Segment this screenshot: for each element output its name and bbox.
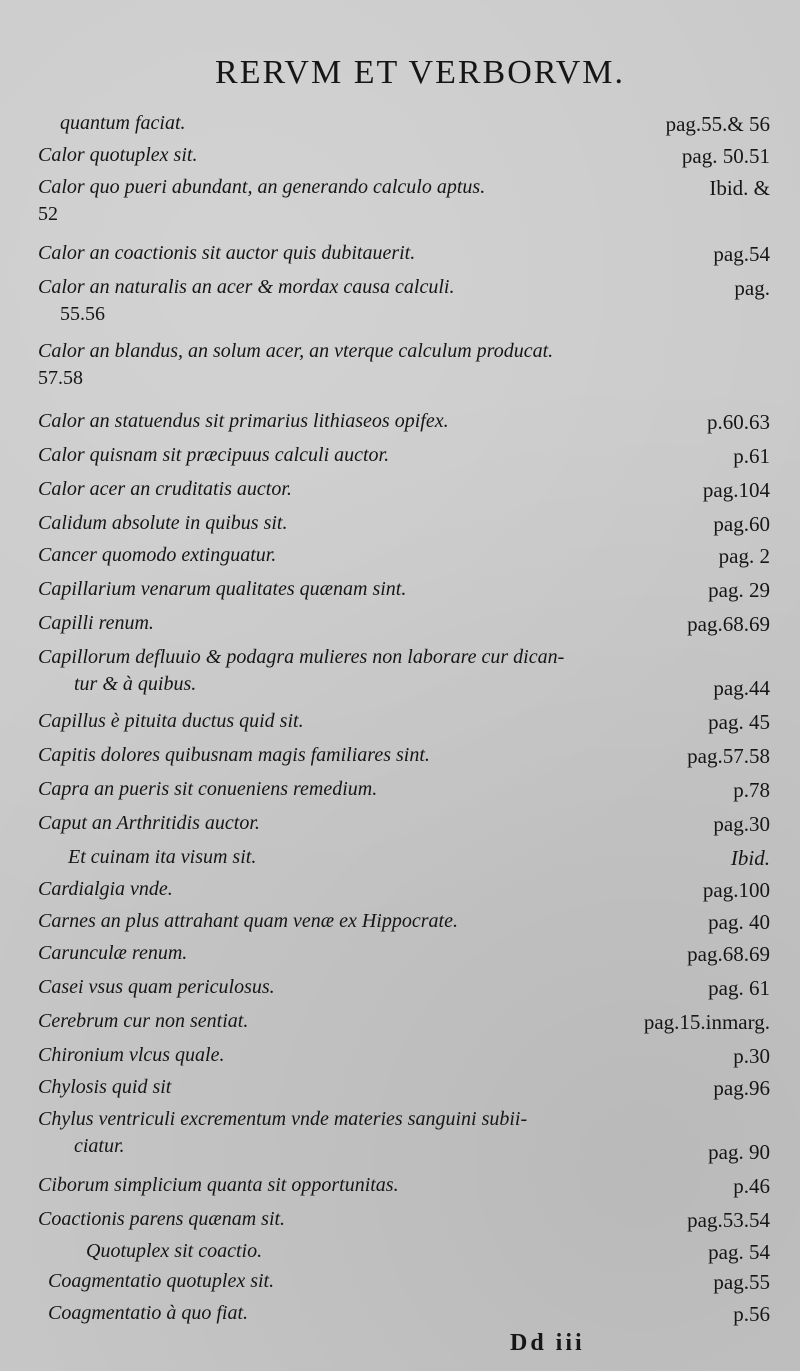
entry-text: Capra an pueris sit conueniens remedium. bbox=[38, 778, 378, 800]
entry-continuation: ciatur. bbox=[74, 1135, 125, 1157]
entry-page: pag. 50.51 bbox=[681, 144, 770, 168]
entry-page: pag.55 bbox=[713, 1270, 770, 1294]
entry-text: Calor quo pueri abundant, an generando calculo aptus. bbox=[38, 176, 486, 198]
entry-page: pag. 61 bbox=[708, 976, 770, 1000]
index-entry bbox=[38, 444, 770, 480]
index-entry bbox=[38, 478, 770, 514]
entry-text: Carnes an plus attrahant quam venæ ex Hippocrate. bbox=[38, 910, 458, 932]
index-entry bbox=[38, 1076, 770, 1112]
index-entry bbox=[38, 1270, 770, 1306]
entry-page: pag. 29 bbox=[708, 578, 770, 602]
entry-text: Capillus è pituita ductus quid sit. bbox=[38, 710, 304, 732]
entry-page: pag. bbox=[734, 276, 770, 300]
entry-page: p.61 bbox=[733, 444, 770, 468]
entry-text: Coagmentatio à quo fiat. bbox=[48, 1302, 248, 1324]
entry-text: Cardialgia vnde. bbox=[38, 878, 173, 900]
entry-text: Coagmentatio quotuplex sit. bbox=[48, 1270, 275, 1292]
entry-text: Capillarium venarum qualitates quænam sint. bbox=[38, 578, 407, 600]
entry-page: pag.53.54 bbox=[687, 1208, 770, 1232]
entry-page: pag.96 bbox=[713, 1076, 770, 1100]
entry-text: Calor an blandus, an solum acer, an vterque calculum producat. bbox=[38, 340, 554, 362]
entry-page: pag.68.69 bbox=[687, 942, 770, 966]
index-entry bbox=[38, 744, 770, 780]
entry-page: pag. 40 bbox=[708, 910, 770, 934]
entry-continuation: 55.56 bbox=[60, 303, 105, 325]
entry-text: Chylus ventriculi excrementum vnde materies sanguini subii- bbox=[38, 1108, 528, 1130]
entry-page: Ibid. & bbox=[709, 176, 770, 200]
entry-text: Carunculæ renum. bbox=[38, 942, 188, 964]
index-entry bbox=[38, 710, 770, 746]
entry-text: Et cuinam ita visum sit. bbox=[68, 846, 257, 868]
index-entry bbox=[38, 1010, 770, 1046]
index-entry bbox=[38, 1208, 770, 1244]
entry-text: Calor an statuendus sit primarius lithiaseos opifex. bbox=[38, 410, 449, 432]
entry-page: p.30 bbox=[733, 1044, 770, 1068]
index-entry bbox=[38, 612, 770, 648]
entry-page: pag.54 bbox=[713, 242, 770, 266]
index-entry bbox=[38, 176, 770, 230]
entry-continuation: tur & à quibus. bbox=[74, 673, 197, 695]
entry-continuation: 57.58 bbox=[38, 367, 83, 389]
entry-text: Calor acer an cruditatis auctor. bbox=[38, 478, 292, 500]
entry-text: Quotuplex sit coactio. bbox=[86, 1240, 263, 1262]
entry-page: pag.57.58 bbox=[687, 744, 770, 768]
entry-page: pag. 54 bbox=[708, 1240, 770, 1264]
entry-page: Ibid. bbox=[730, 846, 770, 870]
index-entry bbox=[38, 1174, 770, 1210]
entry-page: p.56 bbox=[733, 1302, 770, 1326]
signature-mark: Dd iii bbox=[510, 1330, 585, 1356]
entry-page: pag.55.& 56 bbox=[665, 112, 770, 136]
index-entry bbox=[38, 846, 770, 882]
entry-text: Caput an Arthritidis auctor. bbox=[38, 812, 260, 834]
index-entry bbox=[38, 410, 770, 446]
entry-text: Chylosis quid sit bbox=[38, 1076, 172, 1098]
entry-text: Capitis dolores quibusnam magis familiares sint. bbox=[38, 744, 430, 766]
index-entry bbox=[38, 910, 770, 946]
entry-page: pag.60 bbox=[713, 512, 770, 536]
index-entry bbox=[38, 112, 770, 148]
entry-text: Casei vsus quam periculosus. bbox=[38, 976, 275, 998]
entry-page: pag.44 bbox=[713, 676, 770, 700]
entry-text: Calor quotuplex sit. bbox=[38, 144, 198, 166]
index-entry bbox=[38, 544, 770, 580]
entry-text: Calor an coactionis sit auctor quis dubitauerit. bbox=[38, 242, 416, 264]
index-entry bbox=[38, 1140, 770, 1176]
entry-continuation: 52 bbox=[38, 203, 58, 225]
entry-text: Ciborum simplicium quanta sit opportunitas. bbox=[38, 1174, 399, 1196]
entry-page: p.60.63 bbox=[707, 410, 770, 434]
running-header: RERVM ET VERBORVM. bbox=[215, 54, 625, 91]
entry-page: pag.15.inmarg. bbox=[643, 1010, 770, 1034]
entry-text: Calor an naturalis an acer & mordax causa calculi. bbox=[38, 276, 455, 298]
index-entry bbox=[38, 276, 770, 332]
index-entry bbox=[38, 812, 770, 848]
index-entry bbox=[38, 242, 770, 278]
entry-page: pag. 90 bbox=[708, 1140, 770, 1164]
entry-text: Cancer quomodo extinguatur. bbox=[38, 544, 277, 566]
entry-page: pag. 45 bbox=[708, 710, 770, 734]
index-entry bbox=[38, 1302, 770, 1338]
index-entry bbox=[38, 942, 770, 978]
entry-text: Cerebrum cur non sentiat. bbox=[38, 1010, 249, 1032]
index-entry bbox=[38, 340, 770, 394]
entry-text: Chironium vlcus quale. bbox=[38, 1044, 225, 1066]
entry-page: pag. 2 bbox=[718, 544, 770, 568]
entry-text: Capilli renum. bbox=[38, 612, 154, 634]
entry-page: pag.104 bbox=[702, 478, 770, 502]
entry-page: p.46 bbox=[733, 1174, 770, 1198]
entry-text: Capillorum defluuio & podagra mulieres non laborare cur dican- bbox=[38, 646, 565, 668]
entry-text: quantum faciat. bbox=[60, 112, 186, 134]
entry-text: Calor quisnam sit præcipuus calculi auctor. bbox=[38, 444, 390, 466]
index-entry bbox=[38, 778, 770, 814]
entry-page: p.78 bbox=[733, 778, 770, 802]
index-entry bbox=[38, 878, 770, 914]
index-entry bbox=[38, 1044, 770, 1080]
entry-page: pag.100 bbox=[702, 878, 770, 902]
index-entry bbox=[38, 512, 770, 548]
index-entry bbox=[38, 578, 770, 614]
index-entry bbox=[38, 144, 770, 180]
entry-text: Calidum absolute in quibus sit. bbox=[38, 512, 288, 534]
index-entry bbox=[38, 676, 770, 712]
index-entry bbox=[38, 976, 770, 1012]
entry-text: Coactionis parens quænam sit. bbox=[38, 1208, 286, 1230]
entry-page: pag.68.69 bbox=[687, 612, 770, 636]
entry-page: pag.30 bbox=[713, 812, 770, 836]
